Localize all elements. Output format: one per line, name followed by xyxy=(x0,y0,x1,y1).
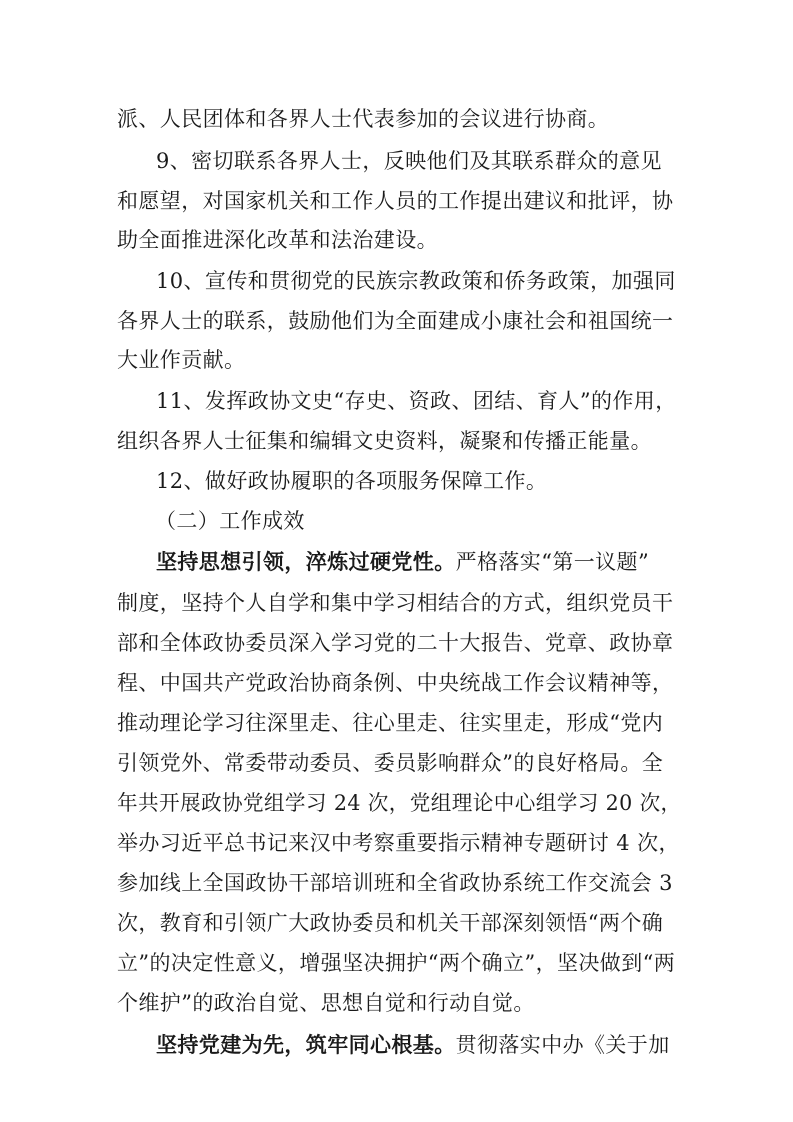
paragraph-line: 9、密切联系各界人士，反映他们及其联系群众的意见 xyxy=(156,149,662,173)
section-heading: （二）工作成效 xyxy=(155,509,305,533)
paragraph-line: 参加线上全国政协干部培训班和全省政协系统工作交流会 3 xyxy=(117,871,673,895)
paragraph-line: 11、发挥政协文史“存史、资政、团结、育人”的作用， xyxy=(156,389,677,413)
paragraph-line: 10、宣传和贯彻党的民族宗教政策和侨务政策，加强同 xyxy=(156,269,676,293)
paragraph-lead: 坚持党建为先，筑牢同心根基。 xyxy=(156,1033,456,1057)
paragraph-line: 12、做好政协履职的各项服务保障工作。 xyxy=(156,469,548,493)
paragraph-line: 和愿望，对国家机关和工作人员的工作提出建议和批评，协 xyxy=(117,189,674,213)
paragraph-line: 程、中国共产党政治协商条例、中央统战工作会议精神等， xyxy=(117,671,674,695)
paragraph-line: 举办习近平总书记来汉中考察重要指示精神专题研讨 4 次， xyxy=(117,831,680,855)
paragraph-line xyxy=(156,544,682,580)
paragraph-line: 引领党外、常委带动委员、委员影响群众”的良好格局。全 xyxy=(117,751,664,775)
paragraph-line: 推动理论学习往深里走、往心里走、往实里走，形成“党内 xyxy=(117,711,664,735)
paragraph-line: 各界人士的联系，鼓励他们为全面建成小康社会和祖国统一 xyxy=(117,309,674,333)
paragraph-line: 派、人民团体和各界人士代表参加的会议进行协商。 xyxy=(117,107,610,131)
paragraph-line: 立”的决定性意义，增强坚决拥护“两个确立”，坚决做到“两 xyxy=(117,951,676,975)
paragraph-line: 年共开展政协党组学习 24 次，党组理论中心组学习 20 次， xyxy=(117,791,682,815)
paragraph-line: 组织各界人士征集和编辑文史资料，凝聚和传播正能量。 xyxy=(117,429,652,453)
paragraph-line: 助全面推进深化改革和法治建设。 xyxy=(117,228,438,252)
paragraph-lead: 坚持思想引领，淬炼过硬党性。 xyxy=(156,550,456,574)
paragraph-text: 贯彻落实中办《关于加 xyxy=(455,1033,670,1057)
paragraph-line: 次，教育和引领广大政协委员和机关干部深刻领悟“两个确 xyxy=(117,911,664,935)
paragraph-line: 个维护”的政治自觉、思想自觉和行动自觉。 xyxy=(117,991,535,1015)
paragraph-line xyxy=(156,1027,682,1063)
paragraph-line: 部和全体政协委员深入学习党的二十大报告、党章、政协章 xyxy=(117,631,674,655)
paragraph-text: 严格落实“第一议题” xyxy=(455,550,650,574)
paragraph-line: 制度，坚持个人自学和集中学习相结合的方式，组织党员干 xyxy=(117,591,674,615)
paragraph-line: 大业作贡献。 xyxy=(117,348,246,372)
